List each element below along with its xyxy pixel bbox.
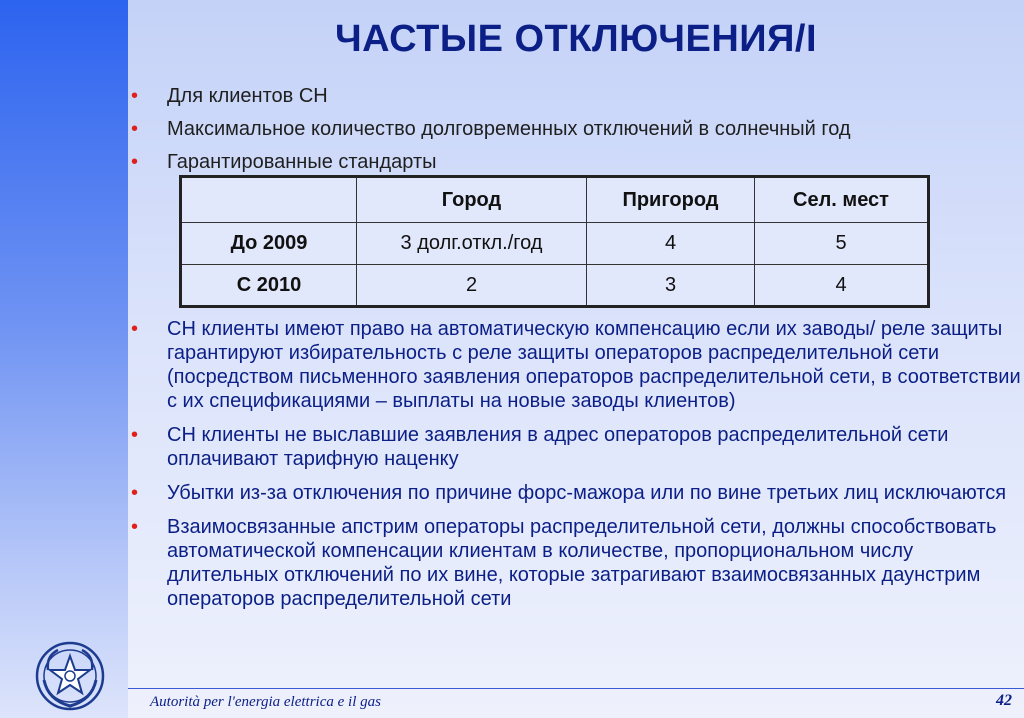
table-header-city: Город	[357, 177, 587, 223]
footer-divider	[128, 688, 1024, 689]
list-item	[131, 515, 1021, 611]
bullet-icon: •	[131, 482, 139, 504]
list-item-text: Для клиентов СН	[167, 85, 328, 107]
list-item	[131, 117, 1011, 141]
table-cell: 3 долг.откл./год	[357, 223, 587, 265]
table-row-label: До 2009	[181, 223, 357, 265]
list-item	[131, 150, 1011, 174]
list-item-text: Убытки из-за отключения по причине форс-мажора или по вине третьих лиц исключаются	[167, 482, 1007, 504]
bullet-list-top	[131, 84, 1011, 183]
table-row	[181, 223, 929, 265]
italian-republic-emblem-icon	[34, 640, 106, 712]
list-item-text: Максимальное количество долговременных отключений в солнечный год	[167, 118, 851, 140]
page-number: 42	[996, 692, 1012, 709]
list-item-text: СН клиенты не выславшие заявления в адрес операторов распределительной сети оплачивают тарифную наценку	[167, 424, 949, 470]
bullet-list-bottom	[131, 317, 1021, 621]
bullet-icon: •	[131, 516, 139, 538]
table-row-label: С 2010	[181, 265, 357, 307]
bullet-icon: •	[131, 151, 139, 173]
list-item	[131, 481, 1021, 505]
table-cell: 2	[357, 265, 587, 307]
table-header-rural: Сел. мест	[755, 177, 929, 223]
footer-organization: Autorità per l'energia elettrica e il gas	[150, 694, 381, 710]
list-item	[131, 84, 1011, 108]
list-item-text: Взаимосвязанные апстрим операторы распределительной сети, должны способствовать автоматической компенсации клиентам в количестве, пропорциональном числу длительных отключений по их вине, которые затрагивают взаимосвязанных даунстрим операторов распределительной сети	[167, 516, 997, 610]
bullet-icon: •	[131, 85, 139, 107]
table-cell: 5	[755, 223, 929, 265]
table-cell: 4	[587, 223, 755, 265]
table-row	[181, 265, 929, 307]
side-band	[0, 0, 128, 718]
table-cell: 4	[755, 265, 929, 307]
bullet-icon: •	[131, 424, 139, 446]
list-item	[131, 317, 1021, 413]
bullet-icon: •	[131, 118, 139, 140]
standards-table	[179, 175, 930, 308]
table-cell: 3	[587, 265, 755, 307]
table-header-suburb: Пригород	[587, 177, 755, 223]
list-item-text: Гарантированные стандарты	[167, 151, 437, 173]
bullet-icon: •	[131, 318, 139, 340]
table-header-row	[181, 177, 929, 223]
list-item	[131, 423, 1021, 471]
list-item-text: СН клиенты имеют право на автоматическую компенсацию если их заводы/ реле защиты гарантируют избирательность с реле защиты операторов распределительной сети (посредством письменного заявления операторов распределительной сети, в соответствии с их спецификациями – выплаты на новые заводы клиентов)	[167, 318, 1021, 412]
slide-title: ЧАСТЫЕ ОТКЛЮЧЕНИЯ/I	[334, 18, 818, 60]
table-header-empty	[181, 177, 357, 223]
